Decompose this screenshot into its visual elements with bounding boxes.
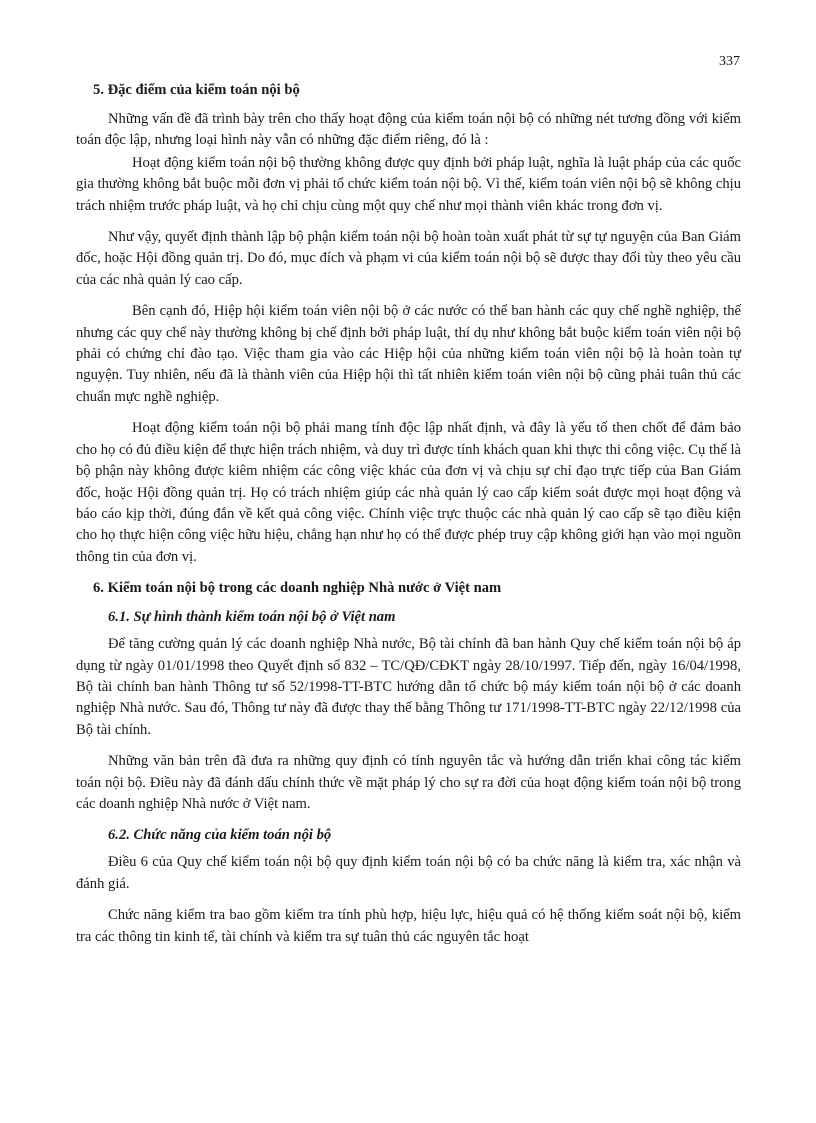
- section-5-heading: 5. Đặc điểm của kiểm toán nội bộ: [93, 82, 300, 98]
- section-6-1-heading: 6.1. Sự hình thành kiểm toán nội bộ ở Việt nam: [108, 609, 396, 626]
- section-6-2-heading: 6.2. Chức năng của kiểm toán nội bộ: [108, 827, 332, 844]
- section-6-1-paragraph-2: Những văn bản trên đã đưa ra những quy định có tính nguyên tắc và hướng dẫn triển khai công tác kiểm toán nội bộ. Điều này đã đánh dấu chính thức về mặt pháp lý cho sự ra đời của hoạt động kiểm toán nội bộ trong các doanh nghiệp Nhà nước ở Việt nam.: [76, 753, 741, 812]
- page-number: 337: [719, 54, 740, 69]
- section-5-paragraph-4: Bên cạnh đó, Hiệp hội kiểm toán viên nội bộ ở các nước có thể ban hành các quy chế nghề nghiệp, thế nhưng các quy chế này thường không bị chế định bởi pháp luật, thí dụ như không bắt buộc kiểm toán viên nội bộ phải có chứng chỉ đào tạo. Việc tham gia vào các Hiệp hội của những kiểm toán viên nội bộ là hoàn toàn tự nguyện. Tuy nhiên, nếu đã là thành viên của Hiệp hội thì tất nhiên kiểm toán viên nội bộ cũng phải tuân thủ các chuẩn mực nghề nghiệp.: [76, 303, 741, 405]
- section-5-paragraph-5: Hoạt động kiểm toán nội bộ phải mang tính độc lập nhất định, và đây là yếu tố then chốt để đảm bảo cho họ có đủ điều kiện để thực hiện trách nhiệm, và duy trì được tính khách quan khi thực thi công việc. Cụ thể là bộ phận này không được kiêm nhiệm các công việc khác của đơn vị và chịu sự chỉ đạo trực tiếp của Ban Giám đốc, hoặc Hội đồng quản trị. Họ có trách nhiệm giúp các nhà quản lý cao cấp kiểm soát được mọi hoạt động và báo cáo kịp thời, đúng đắn về kết quả công việc. Chính việc trực thuộc các nhà quản lý cao cấp sẽ tạo điều kiện cho họ thực hiện công việc hữu hiệu, chẳng hạn như họ có thể được phép truy cập không giới hạn vào mọi nguồn thông tin của đơn vị.: [76, 420, 741, 565]
- section-5-paragraph-2: Hoạt động kiểm toán nội bộ thường không được quy định bởi pháp luật, nghĩa là luật pháp của các quốc gia thường không bắt buộc mỗi đơn vị phải tổ chức kiểm toán nội bộ. Vì thế, kiểm toán viên nội bộ sẽ không chịu trách nhiệm trước pháp luật, và họ chỉ chịu cùng một quy chế như mọi thành viên khác trong đơn vị.: [76, 154, 741, 214]
- section-6-2-paragraph-2: Chức năng kiểm tra bao gồm kiểm tra tính phù hợp, hiệu lực, hiệu quả có hệ thống kiểm soát nội bộ, kiểm tra các thông tin kinh tế, tài chính và kiểm tra sự tuân thủ các nguyên tắc hoạt: [76, 907, 741, 945]
- section-6-1-paragraph-1: Để tăng cường quản lý các doanh nghiệp Nhà nước, Bộ tài chính đã ban hành Quy chế kiểm toán nội bộ áp dụng từ ngày 01/01/1998 theo Quyết định số 832 – TC/QĐ/CĐKT ngày 28/10/1997. Tiếp đến, ngày 16/04/1998, Bộ tài chính ban hành Thông tư số 52/1998-TT-BTC hướng dẫn tổ chức bộ máy kiểm toán nội bộ ở các doanh nghiệp Nhà nước. Sau đó, Thông tư này đã được thay thế bằng Thông tư 171/1998-TT-BTC ngày 22/12/1998 của Bộ tài chính.: [76, 636, 741, 738]
- page-content: [76, 80, 741, 958]
- section-5-paragraph-1: Những vấn đề đã trình bày trên cho thấy hoạt động của kiểm toán nội bộ có những nét tương đồng với kiểm toán độc lập, nhưng loại hình này vẫn có những đặc điểm riêng, đó là :: [76, 111, 741, 149]
- section-6-heading: 6. Kiểm toán nội bộ trong các doanh nghiệp Nhà nước ở Việt nam: [93, 580, 502, 597]
- section-6-2-paragraph-1: Điều 6 của Quy chế kiểm toán nội bộ quy định kiểm toán nội bộ có ba chức năng là kiểm tra, xác nhận và đánh giá.: [76, 854, 741, 892]
- section-5-paragraph-3: Như vậy, quyết định thành lập bộ phận kiểm toán nội bộ hoàn toàn xuất phát từ sự tự nguyện của Ban Giám đốc, hoặc Hội đồng quản trị. Do đó, mục đích và phạm vi của kiểm toán nội bộ sẽ được thay đổi tùy theo yêu cầu của các nhà quản lý cao cấp.: [76, 229, 741, 288]
